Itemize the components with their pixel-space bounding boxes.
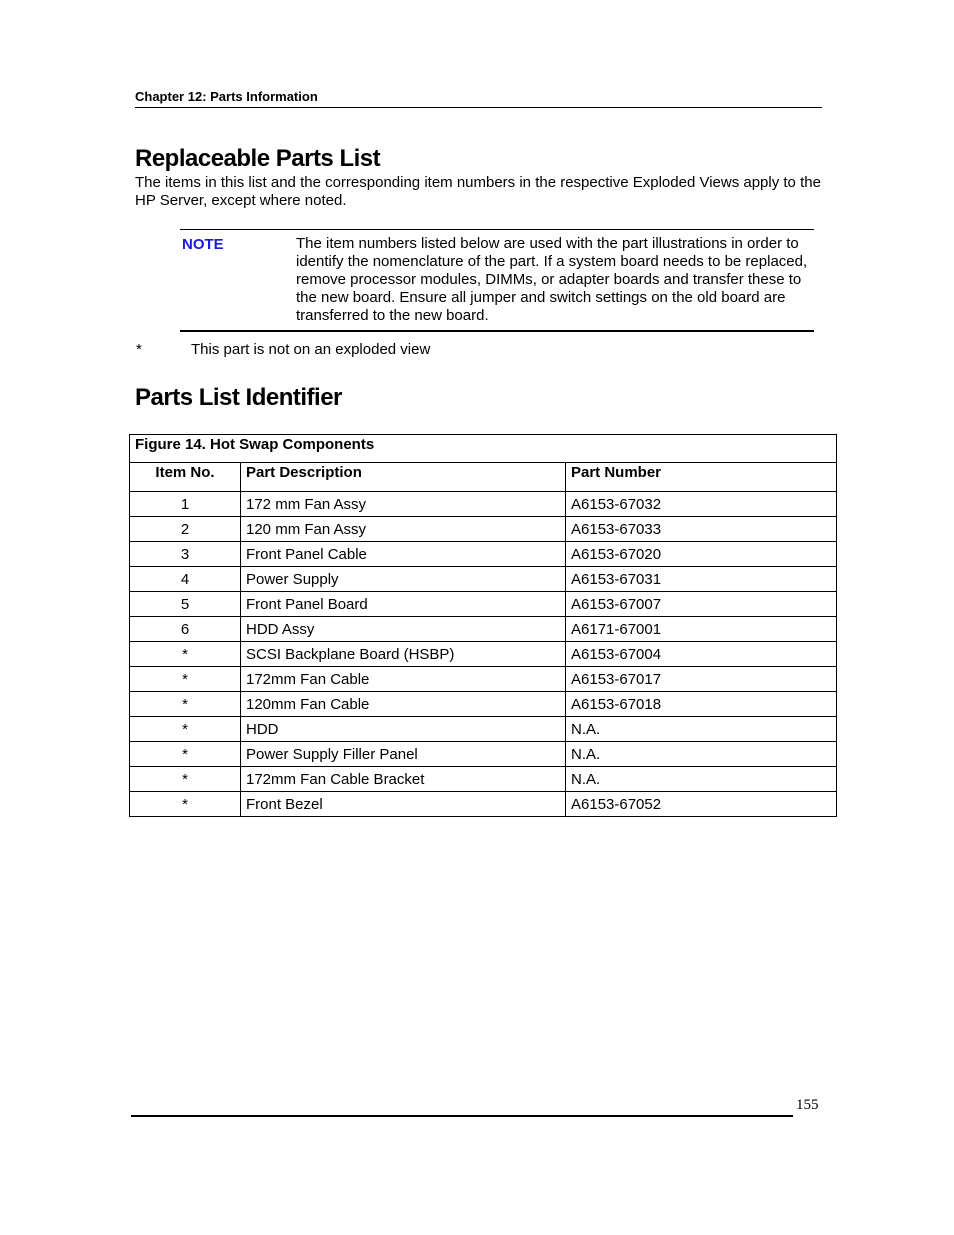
table-caption: Figure 14. Hot Swap Components [130,435,837,463]
table-row [130,642,837,667]
note-box [180,229,814,332]
part-description-cell: HDD [241,717,566,742]
footer-rule [131,1115,793,1117]
part-description-cell: SCSI Backplane Board (HSBP) [241,642,566,667]
part-number-cell: A6153-67052 [566,792,837,817]
column-header-part-description: Part Description [241,463,566,492]
part-number-cell: N.A. [566,717,837,742]
item-no-cell: * [130,667,241,692]
part-description-cell: 120mm Fan Cable [241,692,566,717]
footnote-text: This part is not on an exploded view [191,341,431,358]
table-row [130,692,837,717]
item-no-cell: 5 [130,592,241,617]
table-row [130,717,837,742]
part-description-cell: Front Panel Board [241,592,566,617]
item-no-cell: * [130,767,241,792]
part-description-cell: 172mm Fan Cable [241,667,566,692]
part-description-cell: HDD Assy [241,617,566,642]
table-row [130,542,837,567]
table-row [130,517,837,542]
table-row [130,767,837,792]
footnote-marker: * [136,341,142,358]
item-no-cell: * [130,742,241,767]
part-number-cell: A6171-67001 [566,617,837,642]
table-row [130,667,837,692]
section-title-parts-list-identifier: Parts List Identifier [135,384,342,411]
column-header-item-no: Item No. [130,463,241,492]
chapter-header: Chapter 12: Parts Information [135,89,822,108]
note-label: NOTE [182,236,224,253]
item-no-cell: 2 [130,517,241,542]
table-row [130,617,837,642]
table-row [130,567,837,592]
parts-table-body [130,492,837,817]
part-number-cell: A6153-67020 [566,542,837,567]
part-number-cell: A6153-67018 [566,692,837,717]
item-no-cell: * [130,792,241,817]
part-number-cell: N.A. [566,767,837,792]
part-number-cell: A6153-67004 [566,642,837,667]
part-number-cell: A6153-67017 [566,667,837,692]
part-description-cell: 172mm Fan Cable Bracket [241,767,566,792]
part-description-cell: Front Panel Cable [241,542,566,567]
item-no-cell: * [130,642,241,667]
page-number: 155 [796,1097,819,1113]
intro-paragraph: The items in this list and the corresponding item numbers in the respective Exploded Views apply to the HP Server, except where noted. [135,174,821,209]
item-no-cell: 3 [130,542,241,567]
item-no-cell: 1 [130,492,241,517]
part-number-cell: A6153-67007 [566,592,837,617]
part-number-cell: A6153-67032 [566,492,837,517]
part-number-cell: A6153-67033 [566,517,837,542]
part-description-cell: 172 mm Fan Assy [241,492,566,517]
part-number-cell: A6153-67031 [566,567,837,592]
section-title-replaceable-parts: Replaceable Parts List [135,145,381,172]
item-no-cell: 6 [130,617,241,642]
table-row [130,742,837,767]
part-description-cell: Front Bezel [241,792,566,817]
column-header-part-number: Part Number [566,463,837,492]
parts-table [129,434,837,817]
item-no-cell: 4 [130,567,241,592]
table-row [130,492,837,517]
part-description-cell: Power Supply [241,567,566,592]
item-no-cell: * [130,717,241,742]
note-text: The item numbers listed below are used with the part illustrations in order to identify the nomenclature of the part. If a system board needs to be replaced, remove processor modules, DIMMs, or adapter boards and transfer these to the new board. Ensure all jumper and switch settings on the old board are transferred to the new board. [296,235,808,324]
part-description-cell: 120 mm Fan Assy [241,517,566,542]
item-no-cell: * [130,692,241,717]
part-number-cell: N.A. [566,742,837,767]
part-description-cell: Power Supply Filler Panel [241,742,566,767]
table-row [130,792,837,817]
table-row [130,592,837,617]
